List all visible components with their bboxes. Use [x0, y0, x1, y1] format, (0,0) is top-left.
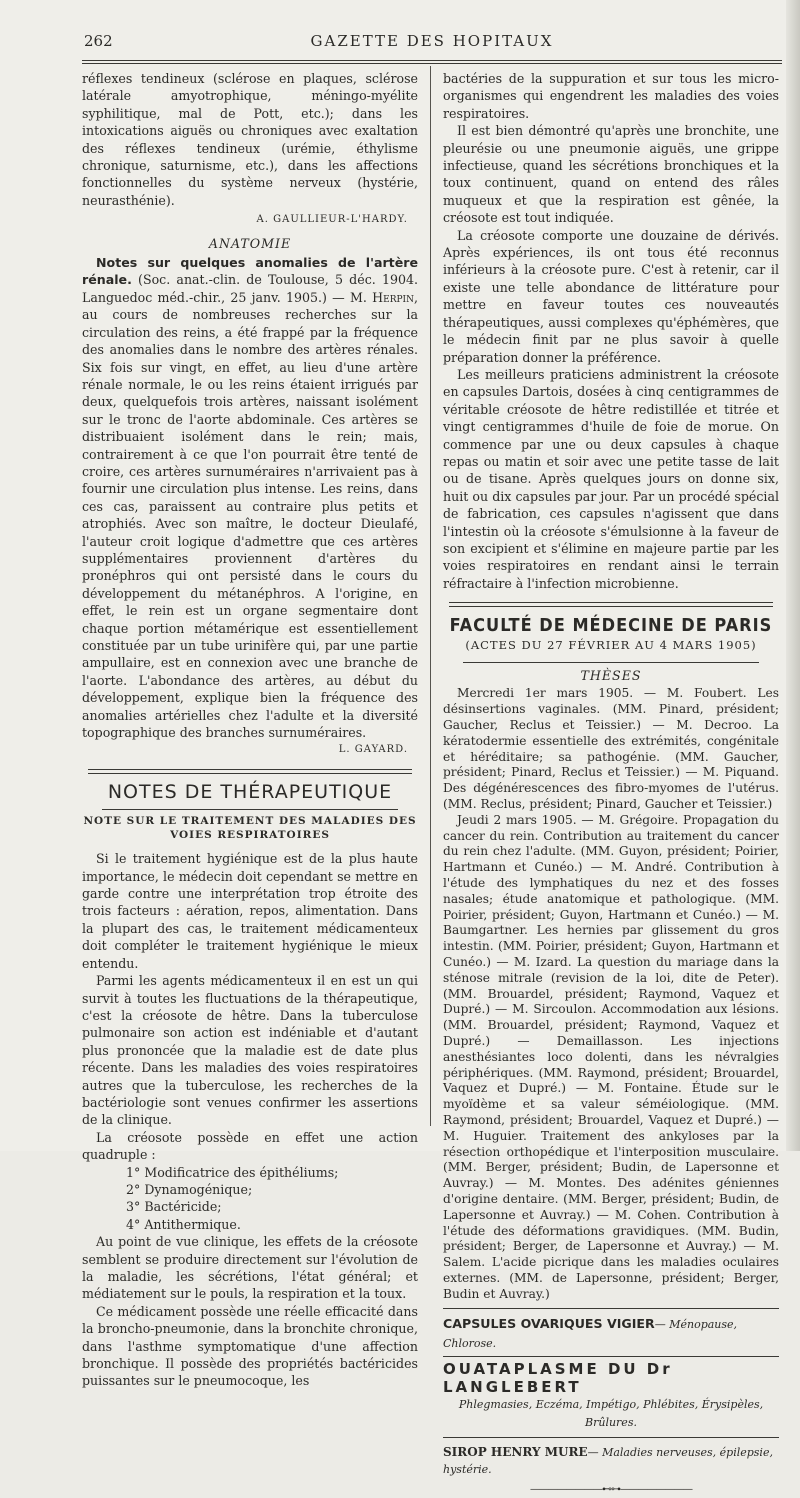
- ad-text: — Maladies nerveuses, épilepsie, hystérie.: [443, 1445, 773, 1477]
- ad-brand: OUATAPLASME DU Dr LANGLEBERT: [443, 1360, 673, 1396]
- theses-paragraph: Mercredi 1er mars 1905. — M. Foubert. Les désinsertions vaginales. (MM. Pinard, président; Gaucher, Reclus et Teissier.) — M. Decroo. La kératodermie essentielle des extrémités, congénitale et héréditaire; sa pathogénie. (MM. Gaucher, président; Pinard, Reclus et Teissier.) — M. Piquand. Des dégénérescences des fibro-myomes de l'utérus. (MM. Reclus, président; Pinard, Gaucher et Teissier.): [443, 686, 779, 811]
- header-rule-2: [82, 63, 782, 64]
- paragraph: réflexes tendineux (sclérose en plaques, sclérose latérale amyotrophique, méningo-myélite syphilitique, mal de Pott, etc.); dans les intoxications aiguës ou chroniques avec exaltation des réflexes tendineux (urémie, éthylisme chronique, saturnisme, etc.), dans les affections fonctionnelles du système nerveux (hystérie, neurasthénie).: [82, 71, 418, 208]
- paragraph: bactéries de la suppuration et sur tous les micro-organismes qui engendrent les maladies des voies respiratoires.: [443, 71, 779, 121]
- paragraph: La créosote possède en effet une action quadruple :: [82, 1129, 418, 1163]
- paragraph: Au point de vue clinique, les effets de la créosote semblent se produire directement sur l'évolution de la maladie, les sécrétions, l'état général; et médiatement sur le pouls, la respiration et la toux.: [82, 1234, 418, 1302]
- rule: [443, 1356, 779, 1357]
- theses-title: THÈSES: [580, 668, 642, 683]
- article-title: Notes sur quelques anomalies de l'artère rénale.: [82, 255, 418, 288]
- signature: A. GAULLIEUR-L'HARDY.: [256, 214, 408, 226]
- page-header: [82, 30, 782, 54]
- paragraph: Les meilleurs praticiens administrent la créosote en capsules Dartois, dosées à cinq centigrammes de véritable créosote de hêtre redistillée et titrée et vingt centigrammes d'huile de foie de morue. On commence par une ou deux capsules à chaque repas ou matin et soir avec une petite tasse de lait ou de tisane. Après quelques jours on donne six, huit ou dix capsules par jour. Par un procédé spécial de fabrication, ces capsules n'agissent que dans l'intestin où la créosote s'émulsionne à la faveur de son excipient et s'élimine en majeure partie par les voies respiratoires en rendant ainsi le terrain réfractaire à l'infection microbienne.: [443, 366, 779, 591]
- section-title: ANATOMIE: [208, 235, 292, 251]
- list-item: 3° Bactéricide;: [126, 1199, 222, 1215]
- paragraph: La créosote comporte une douzaine de dérivés. Après expériences, ils ont tous été reconnus inférieurs à la créosote pure. C'est à retenir, car il existe une telle abondance de littérature pour mettre en faveur toutes ces nouveautés thérapeutiques, aussi complexes qu'éphémères, que le médecin finit par ne plus savoir à quelle préparation donner la préférence.: [443, 227, 779, 365]
- note-title: NOTE SUR LE TRAITEMENT DES MALADIES DES VOIES RESPIRATOIRES: [83, 815, 417, 842]
- paragraph: Si le traitement hygiénique est de la plus haute importance, le médecin doit cependant se mettre en garde contre une interprétation trop étroite des trois facteurs : aération, repos, alimentation. Dans la plupart des cas, le traitement médicamenteux doit compléter le traitement hygiénique le mieux entendu.: [82, 851, 418, 971]
- ad-brand: CAPSULES OVARIQUES VIGIER: [443, 1316, 655, 1332]
- left-column: [82, 70, 418, 1390]
- section-heading: NOTES DE THÉRAPEUTIQUE: [107, 780, 393, 803]
- section-heading: FACULTÉ DE MÉDECINE DE PARIS: [449, 615, 773, 637]
- journal-title: GAZETTE DES HOPITAUX: [310, 32, 554, 50]
- header-rule: [82, 60, 782, 61]
- section-subheading: (ACTES DU 27 FÉVRIER AU 4 MARS 1905): [465, 637, 757, 652]
- action-list: [82, 1164, 418, 1234]
- page-number: 262: [84, 32, 113, 50]
- rule: [443, 1308, 779, 1309]
- signature: L. GAYARD.: [338, 744, 408, 756]
- column-divider: [430, 66, 431, 1126]
- article-body: , au cours de nombreuses recherches sur la circulation des reins, a été frappé par la fréquence des anomalies dans le nombre des artères rénales. Six fois sur vingt, en effet, au lieu d'une artère rénale normale, le ou les reins étaient irrigués par deux, quelquefois trois artères, naissant isolément sur le tronc de l'aorte abdominale. Ces artères se distribuaient isolément dans le rein; mais, contrairement à ce que l'on pourrait être tenté de croire, ces artères surnuméraires n'arrivaient pas à fournir une circulation plus intense. Les reins, dans ces cas, paraissent au contraire plus petits et atrophiés. Avec son maître, le docteur Dieulafé, l'auteur croit logique d'admettre que ces artères supplémentaires proviennent d'artères du pronéphros qui ont persisté dans le cours du développement du métanéphros. A l'origine, en effet, le rein est un organe segmentaire dont chaque portion métamérique est essentiellement constituée par un tube urinifère qui, par une partie ampullaire, est en connexion avec une branche de l'aorte. L'abondance des artères, au début du développement, explique bien la fréquence des anomalies artérielles chez l'adulte et la diversité topographique des branches surnuméraires.: [82, 289, 418, 741]
- list-item: 2° Dynamogénique;: [126, 1181, 253, 1197]
- theses-paragraph: Jeudi 2 mars 1905. — M. Grégoire. Propagation du cancer du rein. Contribution au traitement du cancer du rein chez l'adulte. (MM. Guyon, président; Poirier, Hartmann et Cunéo.) — M. André. Contribution à l'étude des lymphatiques du nez et des fosses nasales; étude anatomique et pathologique. (MM. Poirier, président; Guyon, Hartmann et Cunéo.) — M. Baumgartner. Les hernies par glissement du gros intestin. (MM. Poirier, président; Guyon, Hartmann et Cunéo.) — M. Izard. La question du mariage dans la sténose mitrale (revision de la loi, dite de Peter). (MM. Brouardel, président; Raymond, Vaquez et Dupré.) — M. Sircoulon. Accommodation aux lésions. (MM. Brouardel, président; Raymond, Vaquez et Dupré.) — Demaillasson. Les injections anesthésiantes loco dolenti, dans les névralgies périphériques. (MM. Raymond, président; Brouardel, Vaquez et Dupré.) — M. Fontaine. Étude sur le myoïdème et sa valeur séméiologique. (MM. Raymond, président; Brouardel, Vaquez et Dupré.) — M. Huguier. Traitement des ankyloses par la résection orthopédique et l'interposition musculaire. (MM. Berger, président; Budin, de Lapersonne et Auvray.) — M. Montes. Des adénites géniennes d'origine dentaire. (MM. Berger, président; Budin, de Lapersonne et Auvray.) — M. Cohen. Contribution à l'étude des déformations gravidiques. (MM. Budin, président; Berger, de Lapersonne et Auvray.) — M. Salem. L'acide picrique dans les maladies oculaires externes. (MM. de Lapersonne, président; Berger, Budin et Auvray.): [443, 812, 779, 1301]
- rule: [102, 809, 398, 810]
- author-name: Herpin: [372, 289, 414, 305]
- list-item: 4° Antithermique.: [126, 1216, 241, 1232]
- right-column: [443, 70, 779, 1498]
- ad-text: Phlegmasies, Eczéma, Impétigo, Phlébites, Érysipèles, Brûlures.: [458, 1398, 764, 1429]
- article-reference: (Soc. anat.-clin. de Toulouse, 5 déc. 1904. Languedoc méd.-chir., 25 janv. 1905.) — M.: [82, 272, 418, 305]
- paragraph: Il est bien démontré qu'après une bronchite, une pleurésie ou une pneumonie aiguës, une grippe infectieuse, quand les sécrétions bronchiques et la toux continuent, quand on entend des râles muqueux et que la respiration est gênée, la créosote est tout indiquée.: [443, 123, 779, 226]
- ornament-icon: ————————⊷⊶————————: [530, 1483, 692, 1495]
- double-rule: [88, 769, 412, 774]
- rule: [463, 662, 759, 663]
- article-paragraph: [82, 254, 418, 741]
- ad-text: — Ménopause, Chlorose.: [443, 1318, 738, 1350]
- paragraph: Parmi les agents médicamenteux il en est un qui survit à toutes les fluctuations de la thérapeutique, c'est la créosote de hêtre. Dans la tuberculose pulmonaire son action est indéniable et d'autant plus prononcée que la maladie est de date plus récente. Dans les maladies des voies respiratoires autres que la tuberculose, les recherches de la bactériologie sont venues confirmer les assertions de la clinique.: [82, 973, 418, 1128]
- rule: [443, 1437, 779, 1438]
- list-item: 1° Modificatrice des épithéliums;: [126, 1164, 339, 1180]
- double-rule: [449, 602, 773, 607]
- ad-brand: SIROP HENRY MURE: [443, 1444, 588, 1459]
- paragraph: Ce médicament possède une réelle efficacité dans la broncho-pneumonie, dans la bronchite chronique, dans l'asthme symptomatique d'une affection bronchique. Il possède des propriétés bactéricides puissantes sur le pneumocoque, les: [82, 1303, 418, 1389]
- advertisement: [443, 1444, 779, 1479]
- advertisement: [443, 1315, 779, 1352]
- page-edge: [786, 0, 800, 1151]
